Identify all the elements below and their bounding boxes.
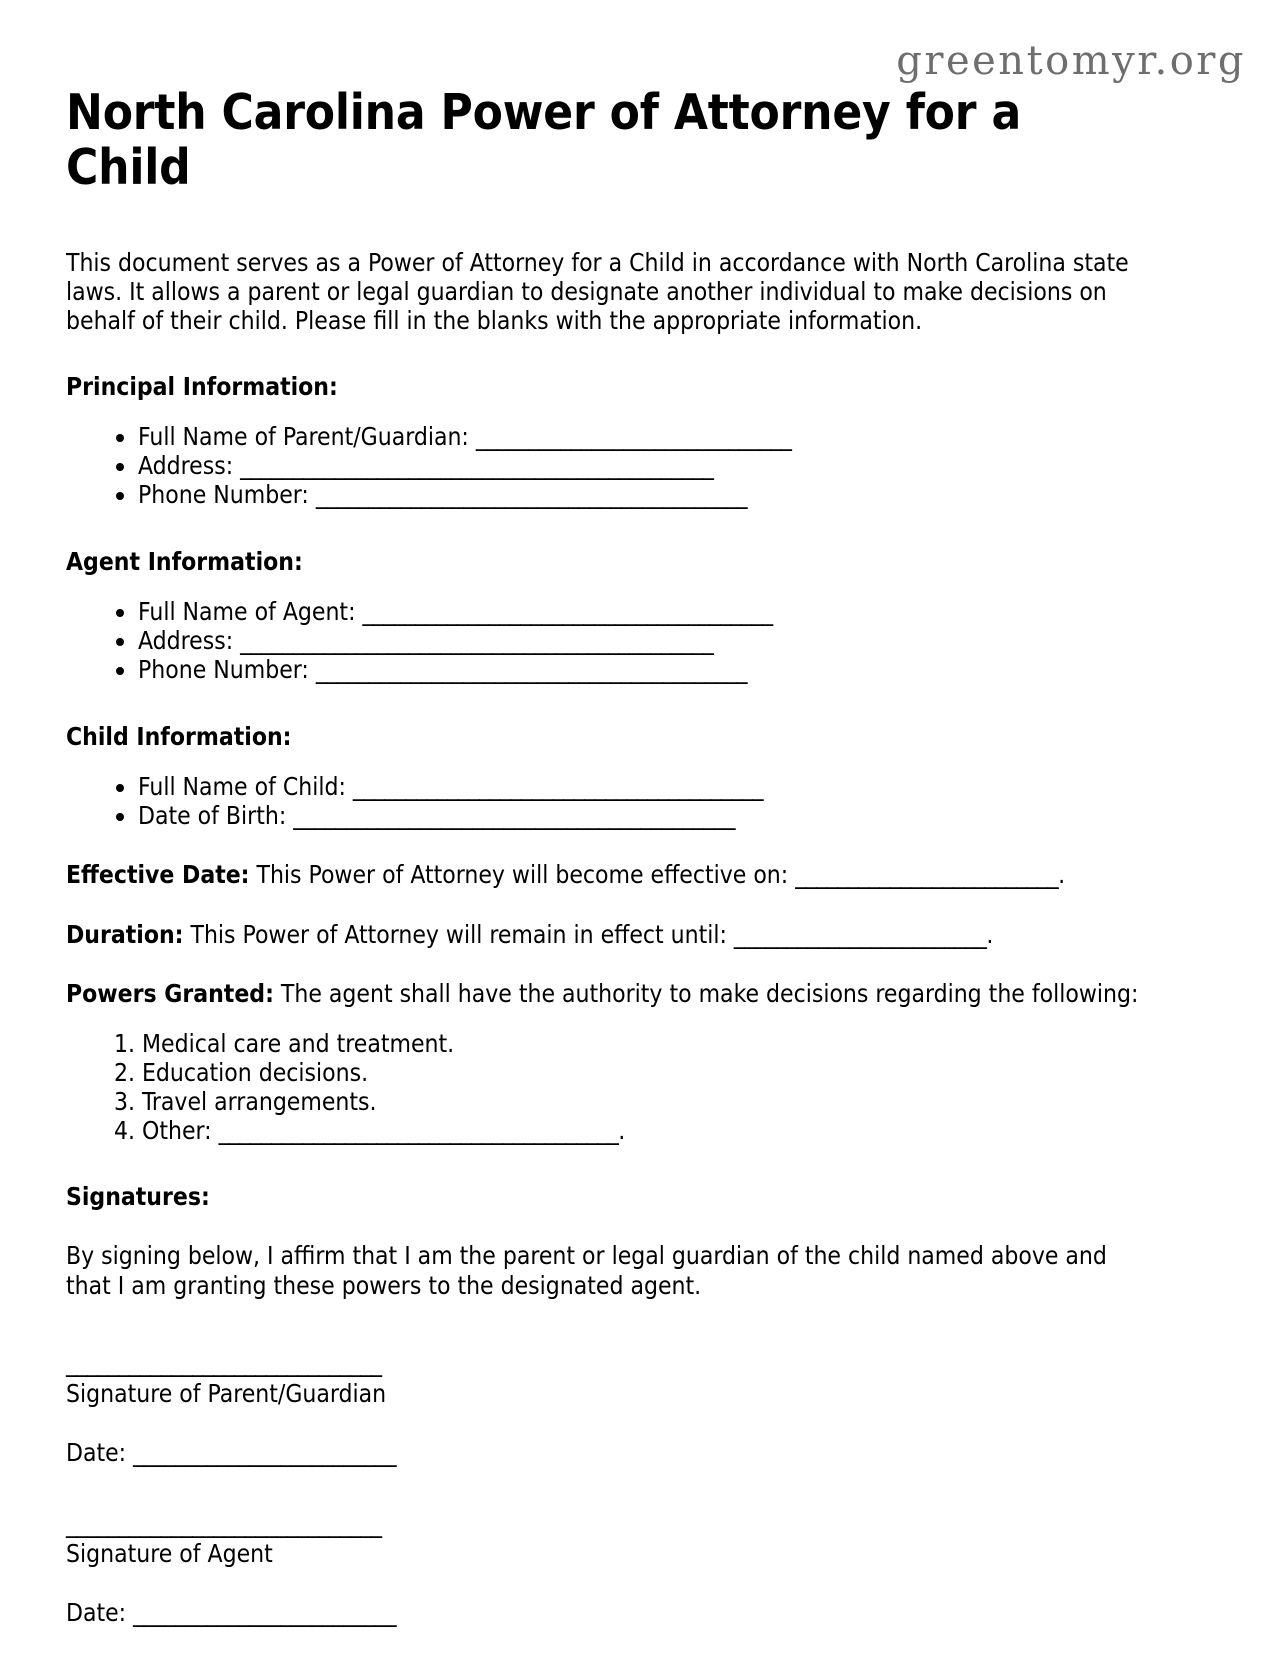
list-item bbox=[142, 1117, 1164, 1146]
field-label: Address: bbox=[138, 625, 241, 655]
list-item bbox=[138, 423, 1164, 452]
powers-granted-label: Powers Granted: bbox=[66, 978, 274, 1008]
powers-list bbox=[66, 1008, 1164, 1146]
field-label: Full Name of Child: bbox=[138, 771, 353, 801]
fill-blank[interactable]: _______________________________________ bbox=[362, 596, 773, 626]
list-item bbox=[138, 481, 1164, 510]
date-label: Date: bbox=[66, 1598, 134, 1628]
effective-date-label: Effective Date: bbox=[66, 860, 250, 890]
document-content bbox=[66, 0, 1164, 1627]
child-field-list bbox=[66, 751, 1164, 831]
power-text: Travel arrangements. bbox=[142, 1086, 377, 1116]
fill-blank[interactable]: ________________________ bbox=[733, 919, 987, 949]
signature-label: Signature of Agent bbox=[66, 1539, 273, 1569]
duration-row bbox=[66, 890, 1164, 949]
powers-granted-row bbox=[66, 949, 1146, 1008]
power-text: Medical care and treatment. bbox=[142, 1028, 455, 1058]
duration-text: This Power of Attorney will remain in effect until: bbox=[183, 919, 734, 949]
trailing-period: . bbox=[1058, 860, 1066, 890]
date-row bbox=[66, 1410, 1164, 1467]
list-item bbox=[138, 452, 1164, 481]
signature-block-agent bbox=[66, 1467, 1164, 1628]
principal-field-list bbox=[66, 401, 1164, 510]
site-watermark: greentomyr.org bbox=[896, 38, 1246, 84]
signature-block-parent bbox=[66, 1300, 1164, 1467]
section-heading-agent: Agent Information: bbox=[66, 546, 303, 576]
signature-rule[interactable]: ______________________________ bbox=[66, 1347, 382, 1377]
powers-granted-text: The agent shall have the authority to make decisions regarding the following: bbox=[273, 978, 1139, 1008]
fill-blank[interactable]: __________________________________________ bbox=[293, 800, 736, 830]
list-item bbox=[138, 656, 1164, 685]
list-item bbox=[142, 1030, 1164, 1059]
field-label: Full Name of Parent/Guardian: bbox=[138, 422, 476, 452]
fill-blank[interactable]: _________________________________________ bbox=[315, 479, 748, 509]
field-label: Full Name of Agent: bbox=[138, 596, 363, 626]
list-item bbox=[138, 598, 1164, 627]
section-heading-signatures: Signatures: bbox=[66, 1182, 210, 1212]
fill-blank[interactable]: _________________________________________ bbox=[315, 654, 748, 684]
fill-blank[interactable]: _________________________ bbox=[133, 1437, 397, 1467]
section-heading-child: Child Information: bbox=[66, 721, 292, 751]
agent-field-list bbox=[66, 576, 1164, 685]
power-text: Other: bbox=[142, 1115, 219, 1145]
signature-label: Signature of Parent/Guardian bbox=[66, 1378, 387, 1408]
trailing-period: . bbox=[618, 1115, 626, 1145]
fill-blank[interactable]: _____________________________________________ bbox=[240, 451, 714, 481]
fill-blank[interactable]: ______________________________ bbox=[475, 422, 792, 452]
effective-date-text: This Power of Attorney will become effective on: bbox=[249, 860, 796, 890]
intro-paragraph: This document serves as a Power of Attorney for a Child in accordance with North Carolina state laws. It allows a parent or legal guardian to designate another individual to make decisions on behalf of their child. Please fill in the blanks with the appropriate information. bbox=[66, 247, 1129, 336]
fill-blank[interactable]: _____________________________________________ bbox=[240, 625, 714, 655]
list-item bbox=[142, 1088, 1164, 1117]
trailing-period: . bbox=[986, 919, 994, 949]
section-heading-principal: Principal Information: bbox=[66, 372, 338, 402]
list-item bbox=[138, 802, 1164, 831]
duration-label: Duration: bbox=[66, 919, 184, 949]
page-title: North Carolina Power of Attorney for a Child bbox=[66, 84, 1021, 196]
date-row bbox=[66, 1570, 1164, 1627]
affirmation-paragraph: By signing below, I affirm that I am the parent or legal guardian of the child named above and that I am granting these powers to the designated agent. bbox=[66, 1241, 1107, 1300]
effective-date-row bbox=[66, 830, 1164, 889]
fill-blank[interactable]: _________________________ bbox=[133, 1598, 397, 1628]
field-label: Phone Number: bbox=[138, 479, 316, 509]
fill-blank[interactable]: _________________________ bbox=[795, 860, 1059, 890]
signature-rule[interactable]: ______________________________ bbox=[66, 1508, 382, 1538]
list-item bbox=[142, 1059, 1164, 1088]
date-label: Date: bbox=[66, 1437, 134, 1467]
field-label: Phone Number: bbox=[138, 654, 316, 684]
fill-blank[interactable]: ______________________________________ bbox=[218, 1115, 619, 1145]
field-label: Address: bbox=[138, 451, 241, 481]
field-label: Date of Birth: bbox=[138, 800, 294, 830]
power-text: Education decisions. bbox=[142, 1057, 369, 1087]
list-item bbox=[138, 773, 1164, 802]
list-item bbox=[138, 627, 1164, 656]
fill-blank[interactable]: _______________________________________ bbox=[352, 771, 764, 801]
